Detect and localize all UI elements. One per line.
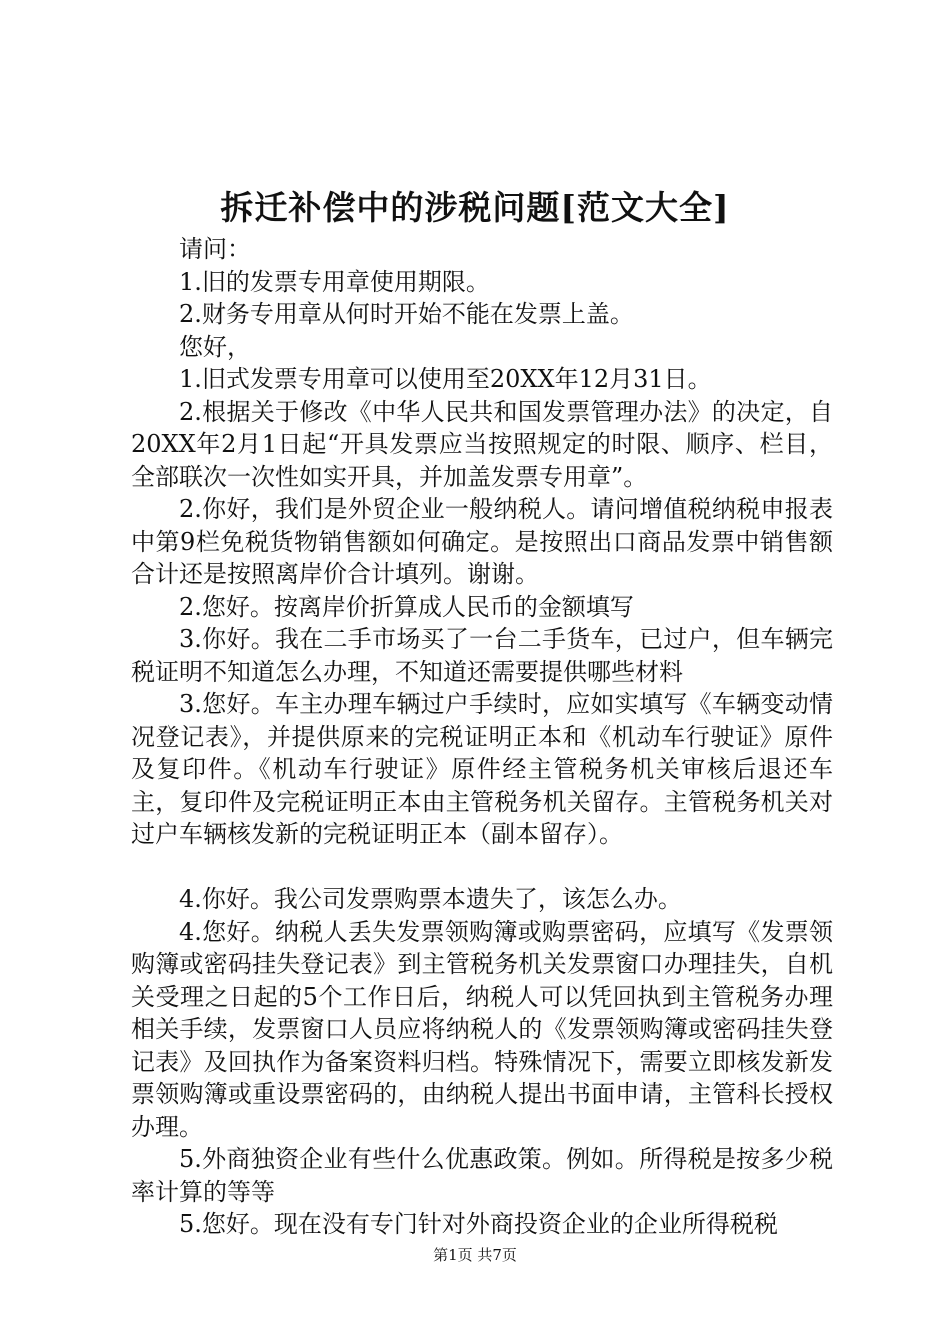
paragraph-14: 5.您好。现在没有专门针对外商投资企业的企业所得税税 bbox=[179, 1210, 778, 1238]
document-title: 拆迁补偿中的涉税问题[范文大全] bbox=[220, 188, 730, 227]
paragraph-5: 1.旧式发票专用章可以使用至20XX年12月31日。 bbox=[179, 365, 712, 393]
paragraph-13: 5.外商独资企业有些什么优惠政策。例如。所得税是按多少税率计算的等等 bbox=[131, 1145, 833, 1206]
document-body bbox=[131, 233, 833, 1241]
paragraph-1: 请问： bbox=[179, 235, 251, 263]
paragraph-11: 4.你好。我公司发票购票本遗失了，该怎么办。 bbox=[179, 885, 682, 913]
paragraph-12: 4.您好。纳税人丢失发票领购簿或购票密码，应填写《发票领购簿或密码挂失登记表》到主管税务机关发票窗口办理挂失，自机关受理之日起的5个工作日后，纳税人可以凭回执到主管税务办理相关手续，发票窗口人员应将纳税人的《发票领购簿或密码挂失登记表》及回执作为备案资料归档。特殊情况下，需要立即核发新发票领购簿或重设票密码的，由纳税人提出书面申请，主管科长授权办理。 bbox=[131, 917, 833, 1141]
paragraph-2: 1.旧的发票专用章使用期限。 bbox=[179, 267, 490, 296]
paragraph-8: 2.您好。按离岸价折算成人民币的金额填写 bbox=[179, 592, 634, 621]
paragraph-7: 2.你好，我们是外贸企业一般纳税人。请问增值税纳税申报表中第9栏免税货物销售额如何确定。是按照出口商品发票中销售额合计还是按照离岸价合计填列。谢谢。 bbox=[131, 495, 833, 588]
paragraph-10: 3.您好。车主办理车辆过户手续时，应如实填写《车辆变动情况登记表》，并提供原来的完税证明正本和《机动车行驶证》原件及复印件。《机动车行驶证》原件经主管税务机关审核后退还车主，复印件及完税证明正本由主管税务机关留存。主管税务机关对过户车辆核发新的完税证明正本（副本留存）。 bbox=[131, 690, 833, 848]
paragraph-6: 2.根据关于修改《中华人民共和国发票管理办法》的决定，自20XX年2月1日起“开具发票应当按照规定的时限、顺序、栏目，全部联次一次性如实开具，并加盖发票专用章”。 bbox=[131, 397, 833, 491]
paragraph-9: 3.你好。我在二手市场买了一台二手货车，已过户，但车辆完税证明不知道怎么办理，不知道还需要提供哪些材料 bbox=[131, 625, 833, 686]
paragraph-3: 2.财务专用章从何时开始不能在发票上盖。 bbox=[179, 300, 634, 328]
page-footer: 第1页 共7页 bbox=[433, 1246, 517, 1264]
paragraph-4: 您好， bbox=[179, 332, 251, 361]
